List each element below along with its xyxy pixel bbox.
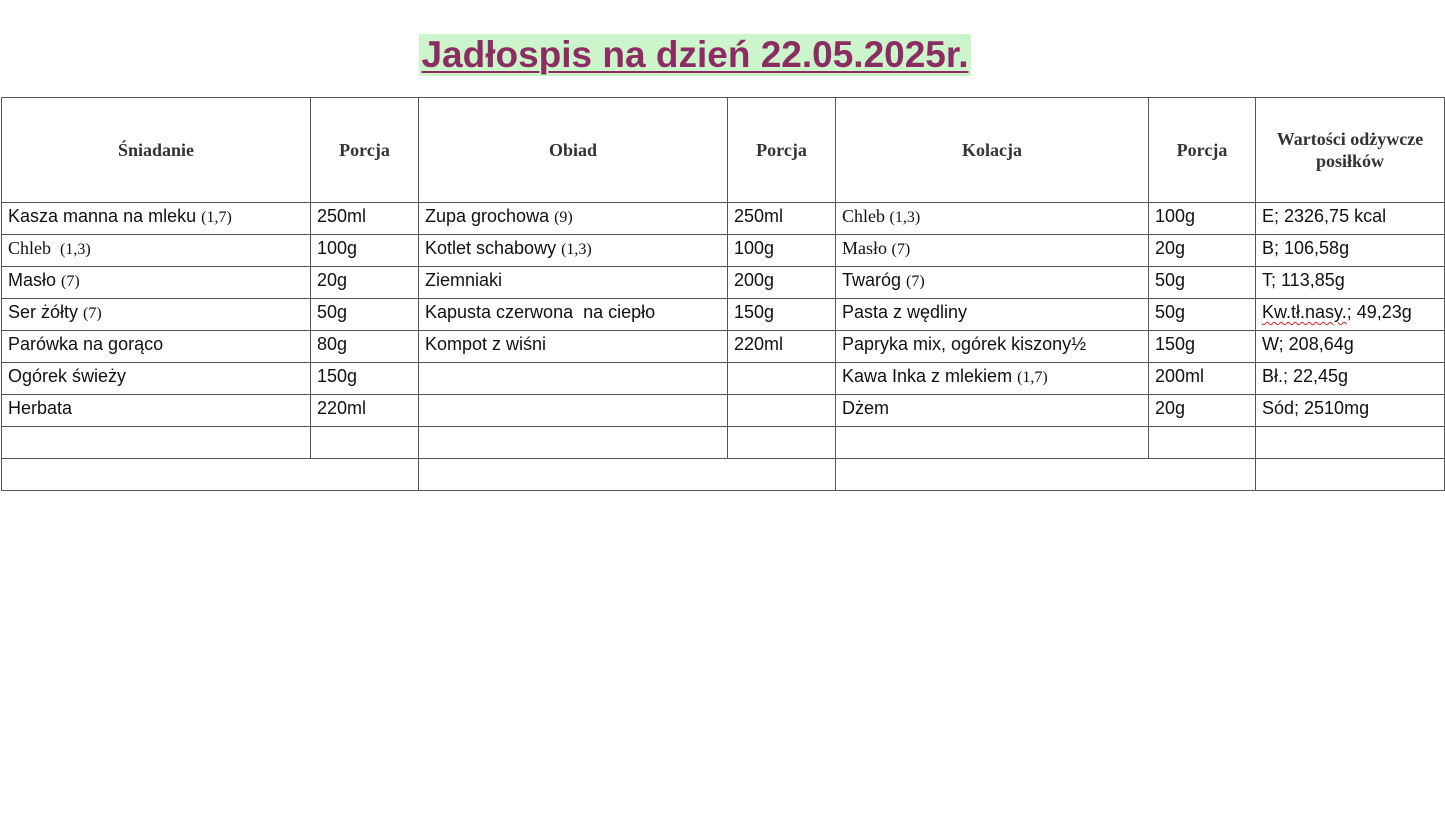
nutrition-value: ; 49,23g: [1346, 302, 1412, 322]
menu-table: [1, 97, 1445, 491]
breakfast-cell: [2, 267, 311, 299]
empty-cell: [1256, 427, 1445, 459]
lunch-photo-cell: [419, 459, 836, 491]
nutrition-cell: W; 208,64g: [1256, 331, 1445, 363]
breakfast-cell: [2, 299, 311, 331]
empty-cell: [419, 427, 728, 459]
header-portion: Porcja: [1149, 98, 1256, 203]
breakfast-cell: [2, 395, 311, 427]
portion-cell: 150g: [728, 299, 836, 331]
item-name: Ser żółty: [8, 302, 79, 322]
dinner-cell: [836, 395, 1149, 427]
portion-cell: 80g: [311, 331, 419, 363]
nutrition-photo-cell: [1256, 459, 1445, 491]
header-dinner: Kolacja: [836, 98, 1149, 203]
header-portion: Porcja: [311, 98, 419, 203]
allergen-code: (7): [891, 241, 911, 258]
header-nutrition: Wartości odżywcze posiłków: [1256, 98, 1445, 203]
portion-cell: 200ml: [1149, 363, 1256, 395]
empty-cell: [1149, 427, 1256, 459]
header-row: [2, 98, 1445, 203]
lunch-cell: [419, 267, 728, 299]
table-row: [2, 299, 1445, 331]
item-name: Kawa Inka z mlekiem: [842, 366, 1013, 386]
lunch-cell: [419, 299, 728, 331]
breakfast-cell: [2, 363, 311, 395]
nutrition-cell: B; 106,58g: [1256, 235, 1445, 267]
table-row: [2, 235, 1445, 267]
allergen-code: (1,3): [60, 241, 91, 258]
item-name: Chleb: [842, 206, 885, 226]
allergen-code: (1,3): [889, 209, 921, 226]
portion-cell: 20g: [311, 267, 419, 299]
nutrition-cell: [1256, 299, 1445, 331]
item-name: Papryka mix, ogórek kiszony½: [842, 334, 1087, 354]
header-portion: Porcja: [728, 98, 836, 203]
item-name: Kompot z wiśni: [425, 334, 547, 354]
portion-cell: 150g: [1149, 331, 1256, 363]
portion-cell: 20g: [1149, 235, 1256, 267]
portion-cell: 100g: [311, 235, 419, 267]
item-name: Kasza manna na mleku: [8, 206, 197, 226]
allergen-code: (1,7): [201, 209, 232, 226]
item-name: Masło: [842, 238, 887, 258]
item-name: Herbata: [8, 398, 73, 418]
allergen-code: (7): [83, 305, 102, 322]
empty-cell: [2, 427, 311, 459]
portion-cell: 50g: [1149, 299, 1256, 331]
allergen-code: (1,7): [1017, 369, 1048, 386]
portion-cell: 150g: [311, 363, 419, 395]
header-lunch: Obiad: [419, 98, 728, 203]
item-name: Ogórek świeży: [8, 366, 127, 386]
portion-cell: 200g: [728, 267, 836, 299]
table-row: [2, 363, 1445, 395]
portion-cell: 250ml: [728, 203, 836, 235]
lunch-cell: [419, 203, 728, 235]
table-row: [2, 203, 1445, 235]
dinner-cell: [836, 363, 1149, 395]
item-name: Pasta z wędliny: [842, 302, 968, 322]
lunch-cell: [419, 395, 728, 427]
item-name: Masło: [8, 270, 57, 290]
dinner-cell: [836, 331, 1149, 363]
portion-cell: 50g: [311, 299, 419, 331]
table-row: [2, 395, 1445, 427]
nutrition-cell: Sód; 2510mg: [1256, 395, 1445, 427]
item-name: Twaróg: [842, 270, 902, 290]
dinner-cell: [836, 203, 1149, 235]
portion-cell: 220ml: [728, 331, 836, 363]
dinner-cell: [836, 267, 1149, 299]
item-name: Parówka na gorąco: [8, 334, 164, 354]
breakfast-cell: [2, 203, 311, 235]
portion-cell: 100g: [1149, 203, 1256, 235]
allergen-code: (7): [61, 273, 80, 290]
lunch-cell: [419, 331, 728, 363]
table-row: [2, 267, 1445, 299]
item-name: Chleb: [8, 238, 51, 258]
item-name: Zupa grochowa: [425, 206, 550, 226]
table-row-empty: [2, 427, 1445, 459]
dinner-cell: [836, 235, 1149, 267]
dinner-photo-cell: [836, 459, 1256, 491]
empty-cell: [728, 427, 836, 459]
lunch-cell: [419, 235, 728, 267]
allergen-code: (9): [554, 209, 573, 226]
page-title: Jadłospis na dzień 22.05.2025r.: [421, 34, 969, 75]
table-row: [2, 331, 1445, 363]
nutrition-cell: Bł.; 22,45g: [1256, 363, 1445, 395]
item-name: Ziemniaki: [425, 270, 503, 290]
nutrition-cell: T; 113,85g: [1256, 267, 1445, 299]
menu-sheet: [1, 97, 1444, 825]
portion-cell: 20g: [1149, 395, 1256, 427]
empty-cell: [836, 427, 1149, 459]
photo-row: [2, 459, 1445, 491]
item-name: Dżem: [842, 398, 890, 418]
breakfast-cell: [2, 235, 311, 267]
allergen-code: (7): [906, 273, 925, 290]
breakfast-cell: [2, 331, 311, 363]
portion-cell: [728, 395, 836, 427]
item-name: Kotlet schabowy: [425, 238, 557, 258]
item-name: Kapusta czerwona na ciepło: [425, 302, 656, 322]
portion-cell: 100g: [728, 235, 836, 267]
title-container: [0, 34, 1390, 76]
lunch-cell: [419, 363, 728, 395]
breakfast-photo-cell: [2, 459, 419, 491]
portion-cell: 220ml: [311, 395, 419, 427]
portion-cell: 250ml: [311, 203, 419, 235]
header-breakfast: Śniadanie: [2, 98, 311, 203]
portion-cell: [728, 363, 836, 395]
allergen-code: (1,3): [561, 241, 592, 258]
empty-cell: [311, 427, 419, 459]
dinner-cell: [836, 299, 1149, 331]
portion-cell: 50g: [1149, 267, 1256, 299]
nutrition-cell: E; 2326,75 kcal: [1256, 203, 1445, 235]
nutrition-label: Kw.tł.nasy.: [1262, 302, 1347, 322]
